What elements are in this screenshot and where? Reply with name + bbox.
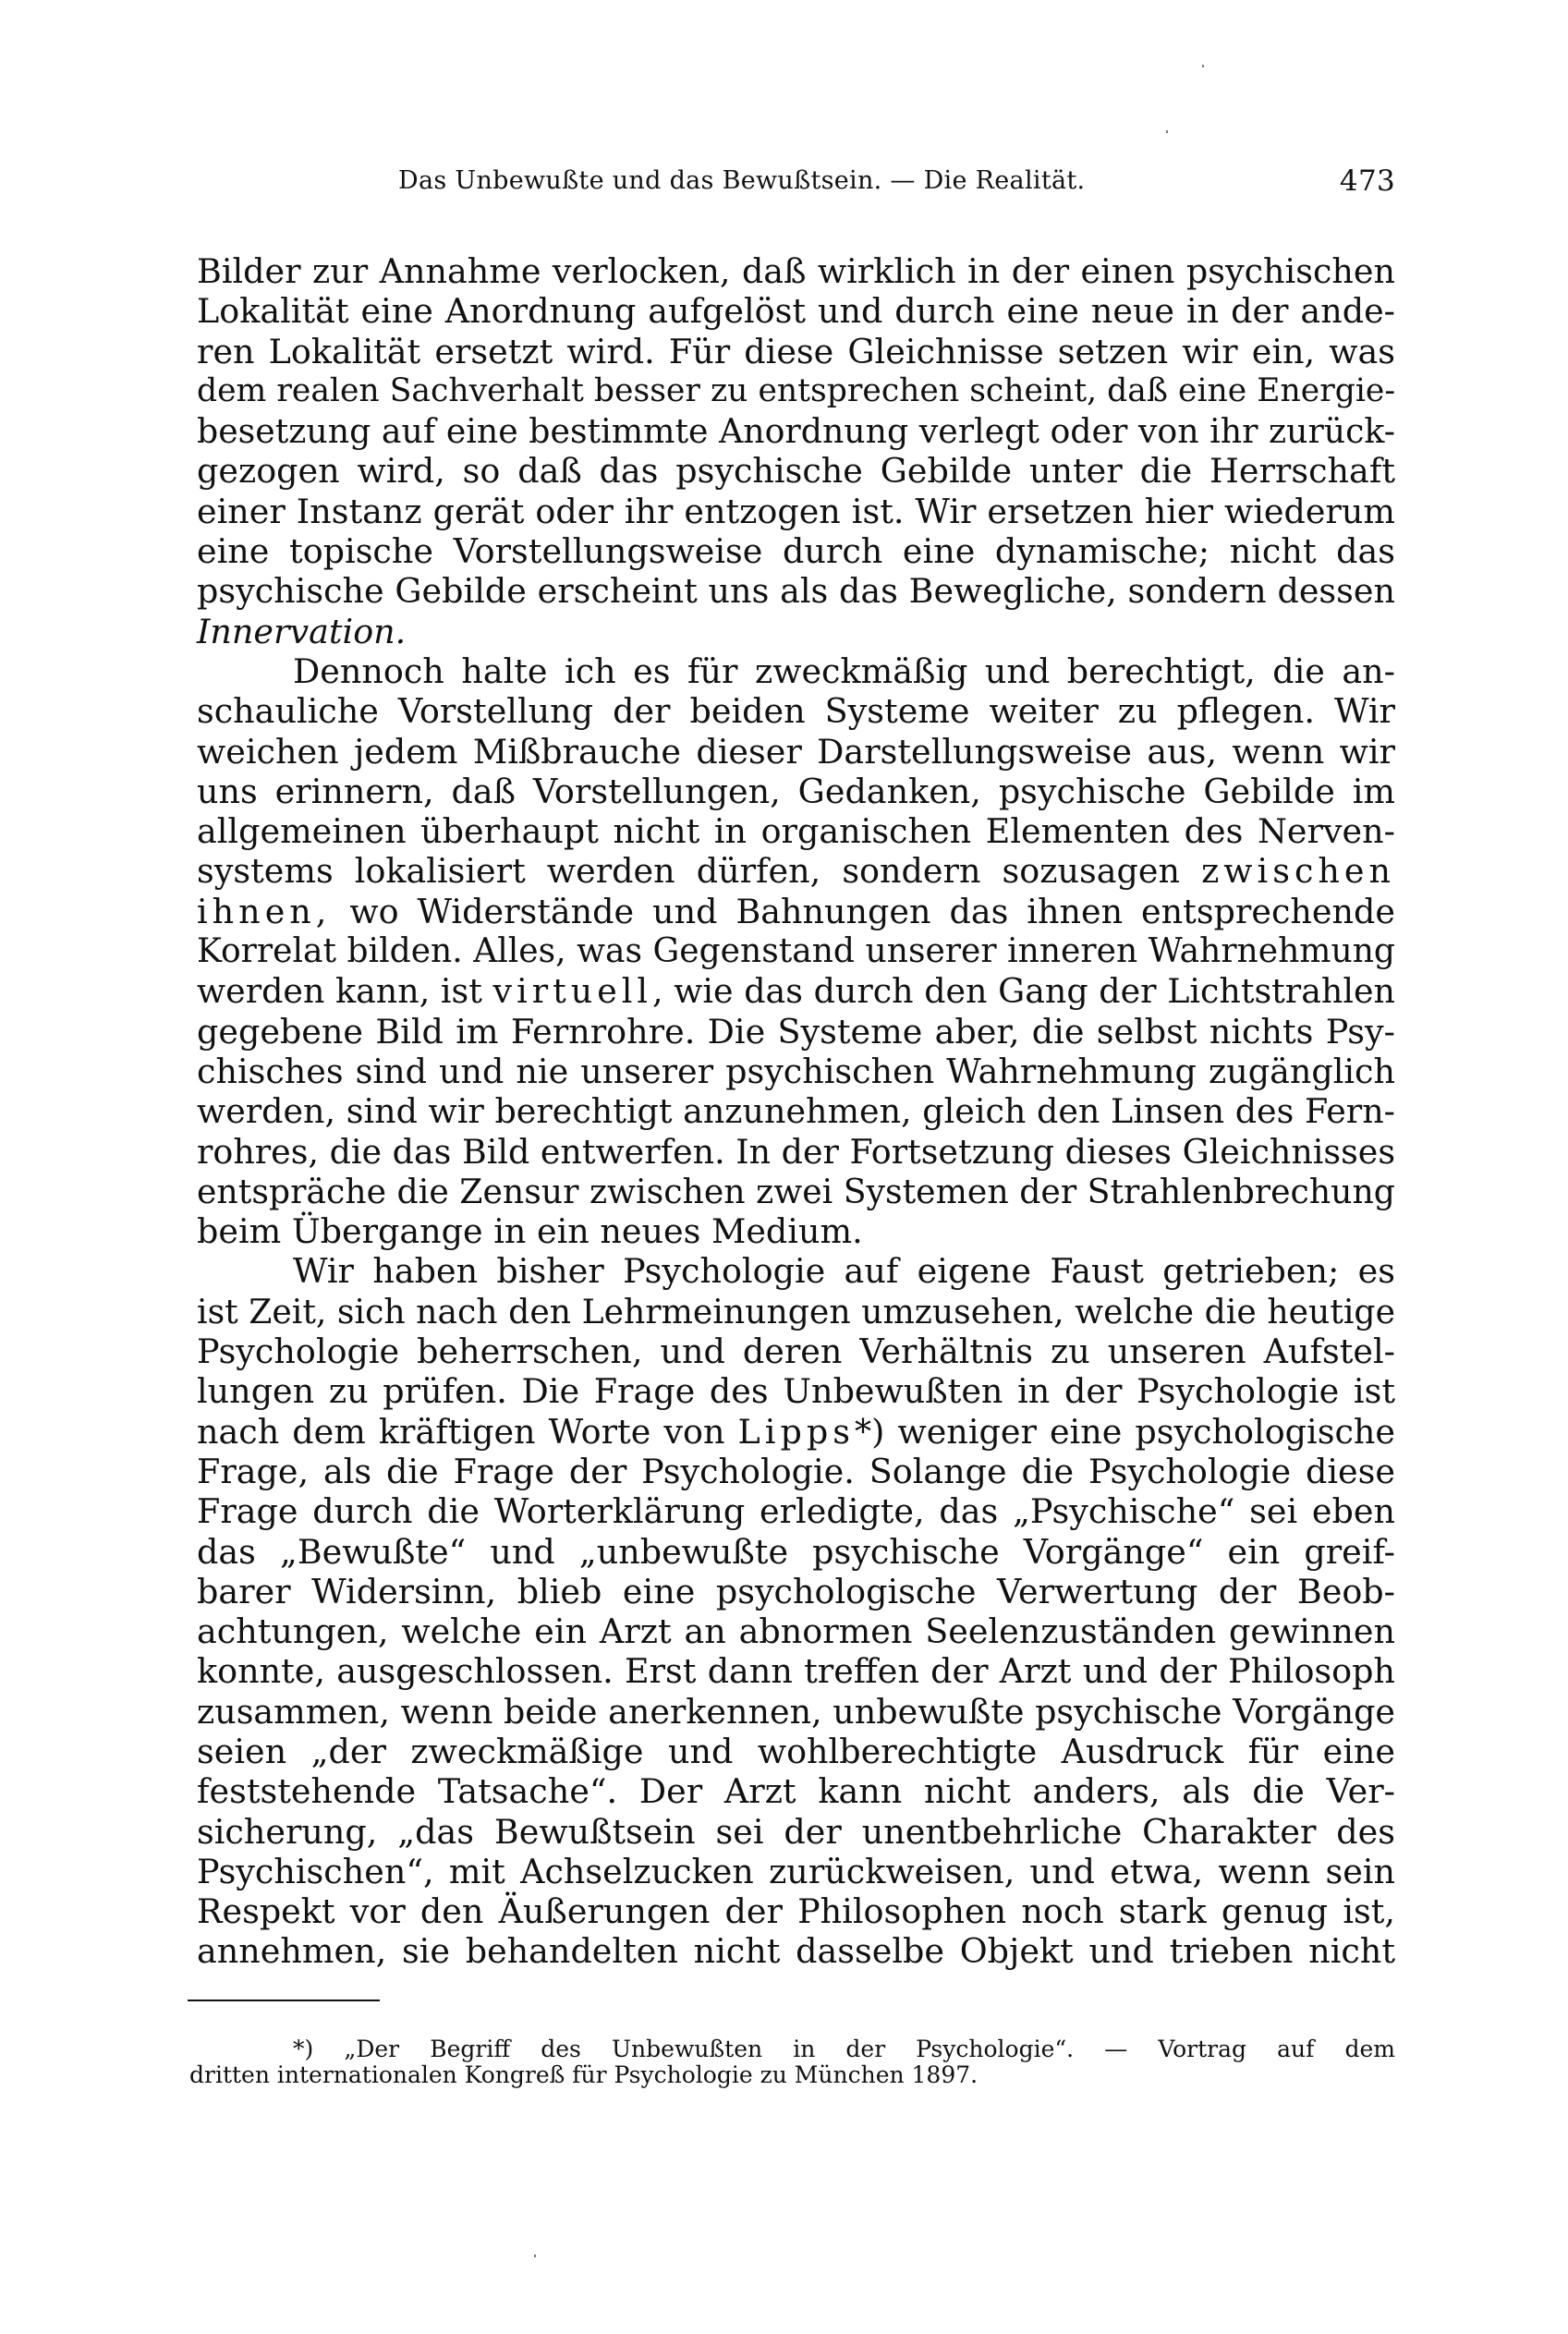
text-line: entspräche die Zensur zwischen zwei Systemen der Strahlenbrechung <box>197 1171 1395 1211</box>
text-line: eine topische Vorstellungsweise durch eine dynamische; nicht das <box>197 531 1395 572</box>
footnote-line <box>189 2036 1395 2062</box>
text-line: allgemeinen überhaupt nicht in organischen Elementen des Nerven- <box>197 811 1395 852</box>
text-line: besetzung auf eine bestimmte Anordnung verlegt oder von ihr zurück- <box>197 411 1395 452</box>
text-line: barer Widersinn, blieb eine psychologische Verwertung der Beob- <box>197 1571 1395 1611</box>
text-line <box>197 892 1395 931</box>
text-line: Psychologie beherrschen, und deren Verhältnis zu unseren Aufstel- <box>197 1331 1395 1372</box>
spaced-emphasis: zwischen <box>1201 851 1395 892</box>
footnote-ref[interactable]: *) weniger eine psychologische <box>854 1411 1395 1452</box>
text-line: Bilder zur Annahme verlocken, daß wirklich in der einen psychischen <box>197 251 1395 291</box>
text-line: weichen jedem Mißbrauche dieser Darstellungsweise aus, wenn wir <box>197 731 1395 772</box>
text-line-italic: Innervation. <box>197 611 407 651</box>
text-line: rohres, die das Bild entwerfen. In der Fortsetzung dieses Gleichnisses <box>197 1131 1395 1172</box>
footnote-divider <box>188 2000 380 2001</box>
text-line: annehmen, sie behandelten nicht dasselbe Objekt und trieben nicht <box>197 1931 1395 1972</box>
text-run: werden kann, ist <box>197 971 482 1012</box>
text-line <box>197 1412 1395 1452</box>
scan-speck <box>1202 65 1204 67</box>
text-line: chisches sind und nie unserer psychischen Wahrnehmung zugänglich <box>197 1051 1395 1091</box>
footnote <box>189 2036 1395 2088</box>
text-line: feststehende Tatsache“. Der Arzt kann nicht anders, als die Ver- <box>197 1771 1395 1812</box>
scan-speck <box>1166 130 1168 133</box>
body-text <box>197 251 1395 1972</box>
text-line: Dennoch halte ich es für zweckmäßig und berechtigt, die an- <box>293 650 1395 691</box>
paragraph <box>197 651 1395 1251</box>
page-number: 473 <box>1339 164 1395 198</box>
footnote-marker: *) <box>293 2036 314 2062</box>
text-line: uns erinnern, daß Vorstellungen, Gedanken, psychische Gebilde im <box>197 771 1395 811</box>
spaced-emphasis: ihnen, <box>197 891 332 931</box>
text-line: Korrelat bilden. Alles, was Gegenstand unserer inneren Wahrnehmung <box>197 931 1395 971</box>
text-line <box>197 851 1395 891</box>
paragraph <box>197 1251 1395 1971</box>
text-line: einer Instanz gerät oder ihr entzogen ist. Wir ersetzen hier wiederum <box>197 491 1395 531</box>
running-header <box>197 166 1395 203</box>
text-line: dem realen Sachverhalt besser zu entsprechen scheint, daß eine Energie- <box>197 371 1395 409</box>
text-line: schauliche Vorstellung der beiden Systeme weiter zu pflegen. Wir <box>197 691 1395 732</box>
text-line: konnte, ausgeschlossen. Erst dann treffen der Arzt und der Philosoph <box>197 1651 1395 1692</box>
text-line: werden, sind wir berechtigt anzunehmen, gleich den Linsen des Fern- <box>197 1091 1395 1132</box>
text-line: Frage, als die Frage der Psychologie. Solange die Psychologie diese <box>197 1451 1395 1491</box>
text-line: achtungen, welche ein Arzt an abnormen Seelenzuständen gewinnen <box>197 1611 1395 1652</box>
text-line: Frage durch die Worterklärung erledigte, das „Psychische“ sei eben <box>197 1491 1395 1532</box>
text-line: lungen zu prüfen. Die Frage des Unbewußten in der Psychologie ist <box>197 1371 1395 1412</box>
text-line: psychische Gebilde erscheint uns als das Bewegliche, sondern dessen <box>197 571 1395 612</box>
spaced-emphasis: virtuell <box>492 971 653 1012</box>
text-line: ren Lokalität ersetzt wird. Für diese Gleichnisse setzen wir ein, was <box>197 331 1395 371</box>
text-line: Psychischen“, mit Achselzucken zurückweisen, und etwa, wenn sein <box>197 1851 1395 1891</box>
running-title: Das Unbewußte und das Bewußtsein. — Die Realität. <box>398 166 1086 195</box>
text-run: systems lokalisiert werden dürfen, sondern sozusagen <box>197 851 1180 892</box>
text-run: nach dem kräftigen Worte von <box>197 1411 725 1452</box>
text-line: gezogen wird, so daß das psychische Gebilde unter die Herrschaft <box>197 451 1395 492</box>
scan-speck <box>534 2255 536 2257</box>
text-line: sicherung, „das Bewußtsein sei der unentbehrliche Charakter des <box>197 1811 1395 1852</box>
text-line: zusammen, wenn beide anerkennen, unbewußte psychische Vorgänge <box>197 1691 1395 1732</box>
text-run: wo Widerstände und Bahnungen das ihnen entsprechende <box>349 891 1395 931</box>
text-line: Respekt vor den Äußerungen der Philosophen noch stark genug ist, <box>197 1891 1395 1932</box>
spaced-emphasis-name: Lipps <box>737 1411 855 1452</box>
text-line <box>197 971 1395 1011</box>
text-line: ist Zeit, sich nach den Lehrmeinungen umzusehen, welche die heutige <box>197 1291 1395 1331</box>
text-line: seien „der zweckmäßige und wohlberechtigte Ausdruck für eine <box>197 1731 1395 1771</box>
text-line: das „Bewußte“ und „unbewußte psychische Vorgänge“ ein greif- <box>197 1531 1395 1572</box>
text-line: gegebene Bild im Fernrohre. Die Systeme aber, die selbst nichts Psy- <box>197 1011 1395 1052</box>
text-line: beim Übergange in ein neues Medium. <box>197 1211 863 1252</box>
text-run: , wie das durch den Gang der Lichtstrahlen <box>652 971 1395 1012</box>
text-line: Lokalität eine Anordnung aufgelöst und durch eine neue in der ande- <box>197 291 1395 332</box>
text-line: Wir haben bisher Psychologie auf eigene Faust getrieben; es <box>293 1251 1395 1292</box>
footnote-text: „Der Begriff des Unbewußten in der Psychologie“. — Vortrag auf dem <box>344 2036 1395 2062</box>
footnote-line: dritten internationalen Kongreß für Psychologie zu München 1897. <box>189 2061 978 2088</box>
paragraph <box>197 251 1395 651</box>
